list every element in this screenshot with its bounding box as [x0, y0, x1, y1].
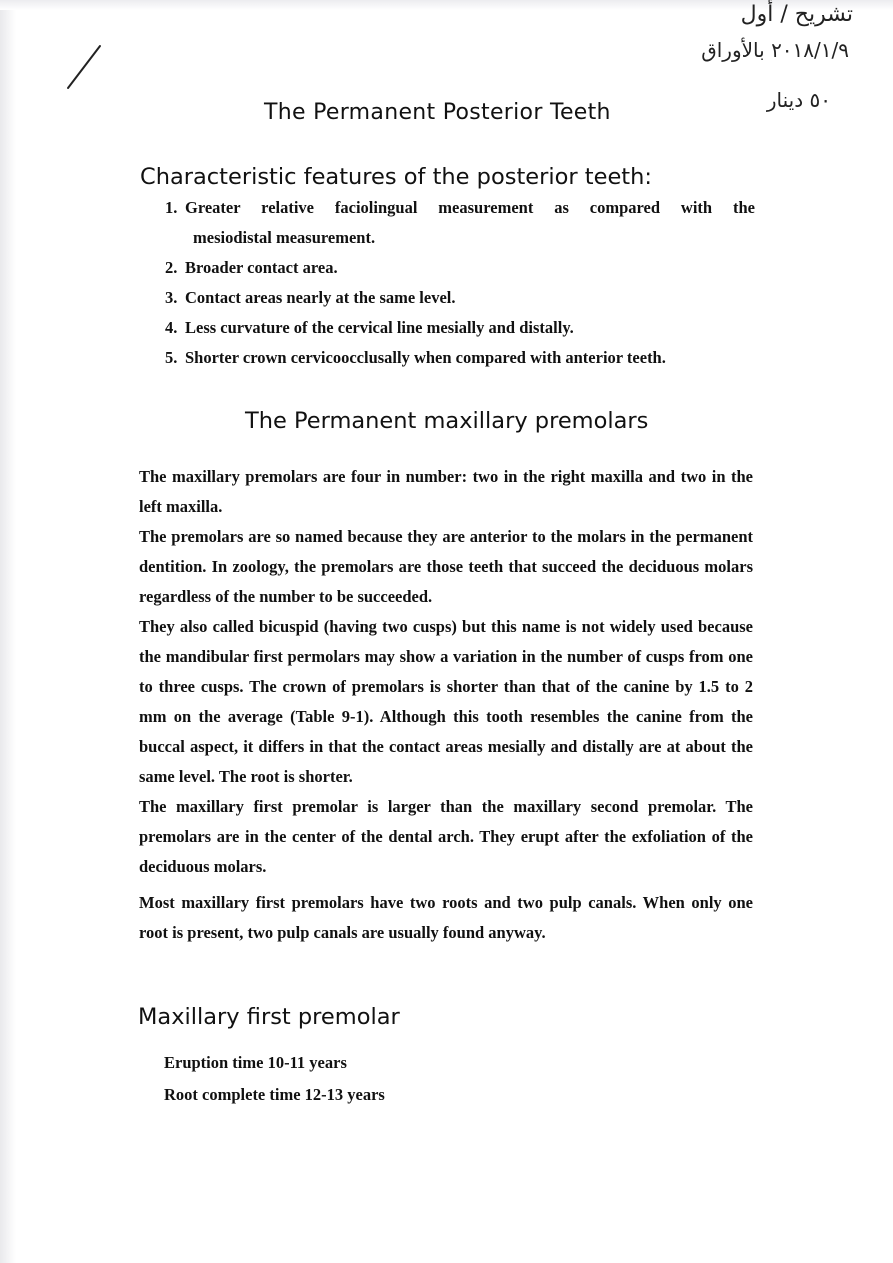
handwritten-line-1: تشريح / أول [740, 2, 853, 27]
list-item-text-continued: mesiodistal measurement. [193, 228, 376, 247]
features-list [165, 193, 755, 373]
maxillary-premolars-heading: The Permanent maxillary premolars [245, 408, 649, 434]
paragraph: They also called bicuspid (having two cusps) but this name is not widely used because the mandibular first permolars may show a variation in the number of cusps from one to three cusps. The crown of premolars is shorter than that of the canine by 1.5 to 2 mm on the average (Table 9-1). Although this tooth resembles the canine from the buccal aspect, it differs in that the contact areas mesially and distally are at about the same level. The root is shorter. [139, 617, 753, 786]
list-item-number: 2. [165, 258, 178, 277]
paragraph: Most maxillary first premolars have two roots and two pulp canals. When only one root is present, two pulp canals are usually found anyway. [139, 893, 753, 942]
first-premolar-heading: Maxillary first premolar [138, 1004, 400, 1030]
list-item-number: 1. [165, 198, 178, 217]
paragraph: The premolars are so named because they are anterior to the molars in the permanent dentition. In zoology, the premolars are those teeth that succeed the deciduous molars regardless of the number to be succeeded. [139, 527, 753, 606]
characteristics-heading: Characteristic features of the posterior teeth: [140, 164, 652, 190]
list-item [165, 313, 755, 343]
list-item [165, 343, 755, 373]
handwritten-note [623, 2, 853, 122]
list-item-text: Contact areas nearly at the same level. [185, 288, 456, 307]
list-item-number: 5. [165, 348, 178, 367]
paragraph: The maxillary first premolar is larger than the maxillary second premolar. The premolars are in the center of the dental arch. They erupt after the exfoliation of the deciduous molars. [139, 797, 753, 876]
list-item-number: 3. [165, 288, 178, 307]
list-item-text: Broader contact area. [185, 258, 338, 277]
list-item-number: 4. [165, 318, 178, 337]
scan-shadow-left [0, 0, 16, 1263]
list-item [165, 253, 755, 283]
paragraph: The maxillary premolars are four in number: two in the right maxilla and two in the left maxilla. [139, 467, 753, 516]
handwritten-line-2: ٢٠١٨/١/٩ بالأوراق [701, 38, 849, 62]
list-item-text: Greater relative faciolingual measurement as compared with the [185, 198, 755, 217]
handwritten-line-3: ٥٠ دينار [766, 88, 831, 112]
list-item [165, 193, 755, 253]
root-complete-time: Root complete time 12-13 years [164, 1085, 385, 1104]
pen-slash-mark [60, 42, 110, 92]
eruption-info [164, 1047, 385, 1111]
list-item-text: Shorter crown cervicoocclusally when compared with anterior teeth. [185, 348, 666, 367]
eruption-time: Eruption time 10-11 years [164, 1053, 347, 1072]
list-item-text: Less curvature of the cervical line mesially and distally. [185, 318, 574, 337]
page-title: The Permanent Posterior Teeth [264, 100, 611, 125]
maxillary-premolars-body [139, 462, 753, 948]
list-item [165, 283, 755, 313]
